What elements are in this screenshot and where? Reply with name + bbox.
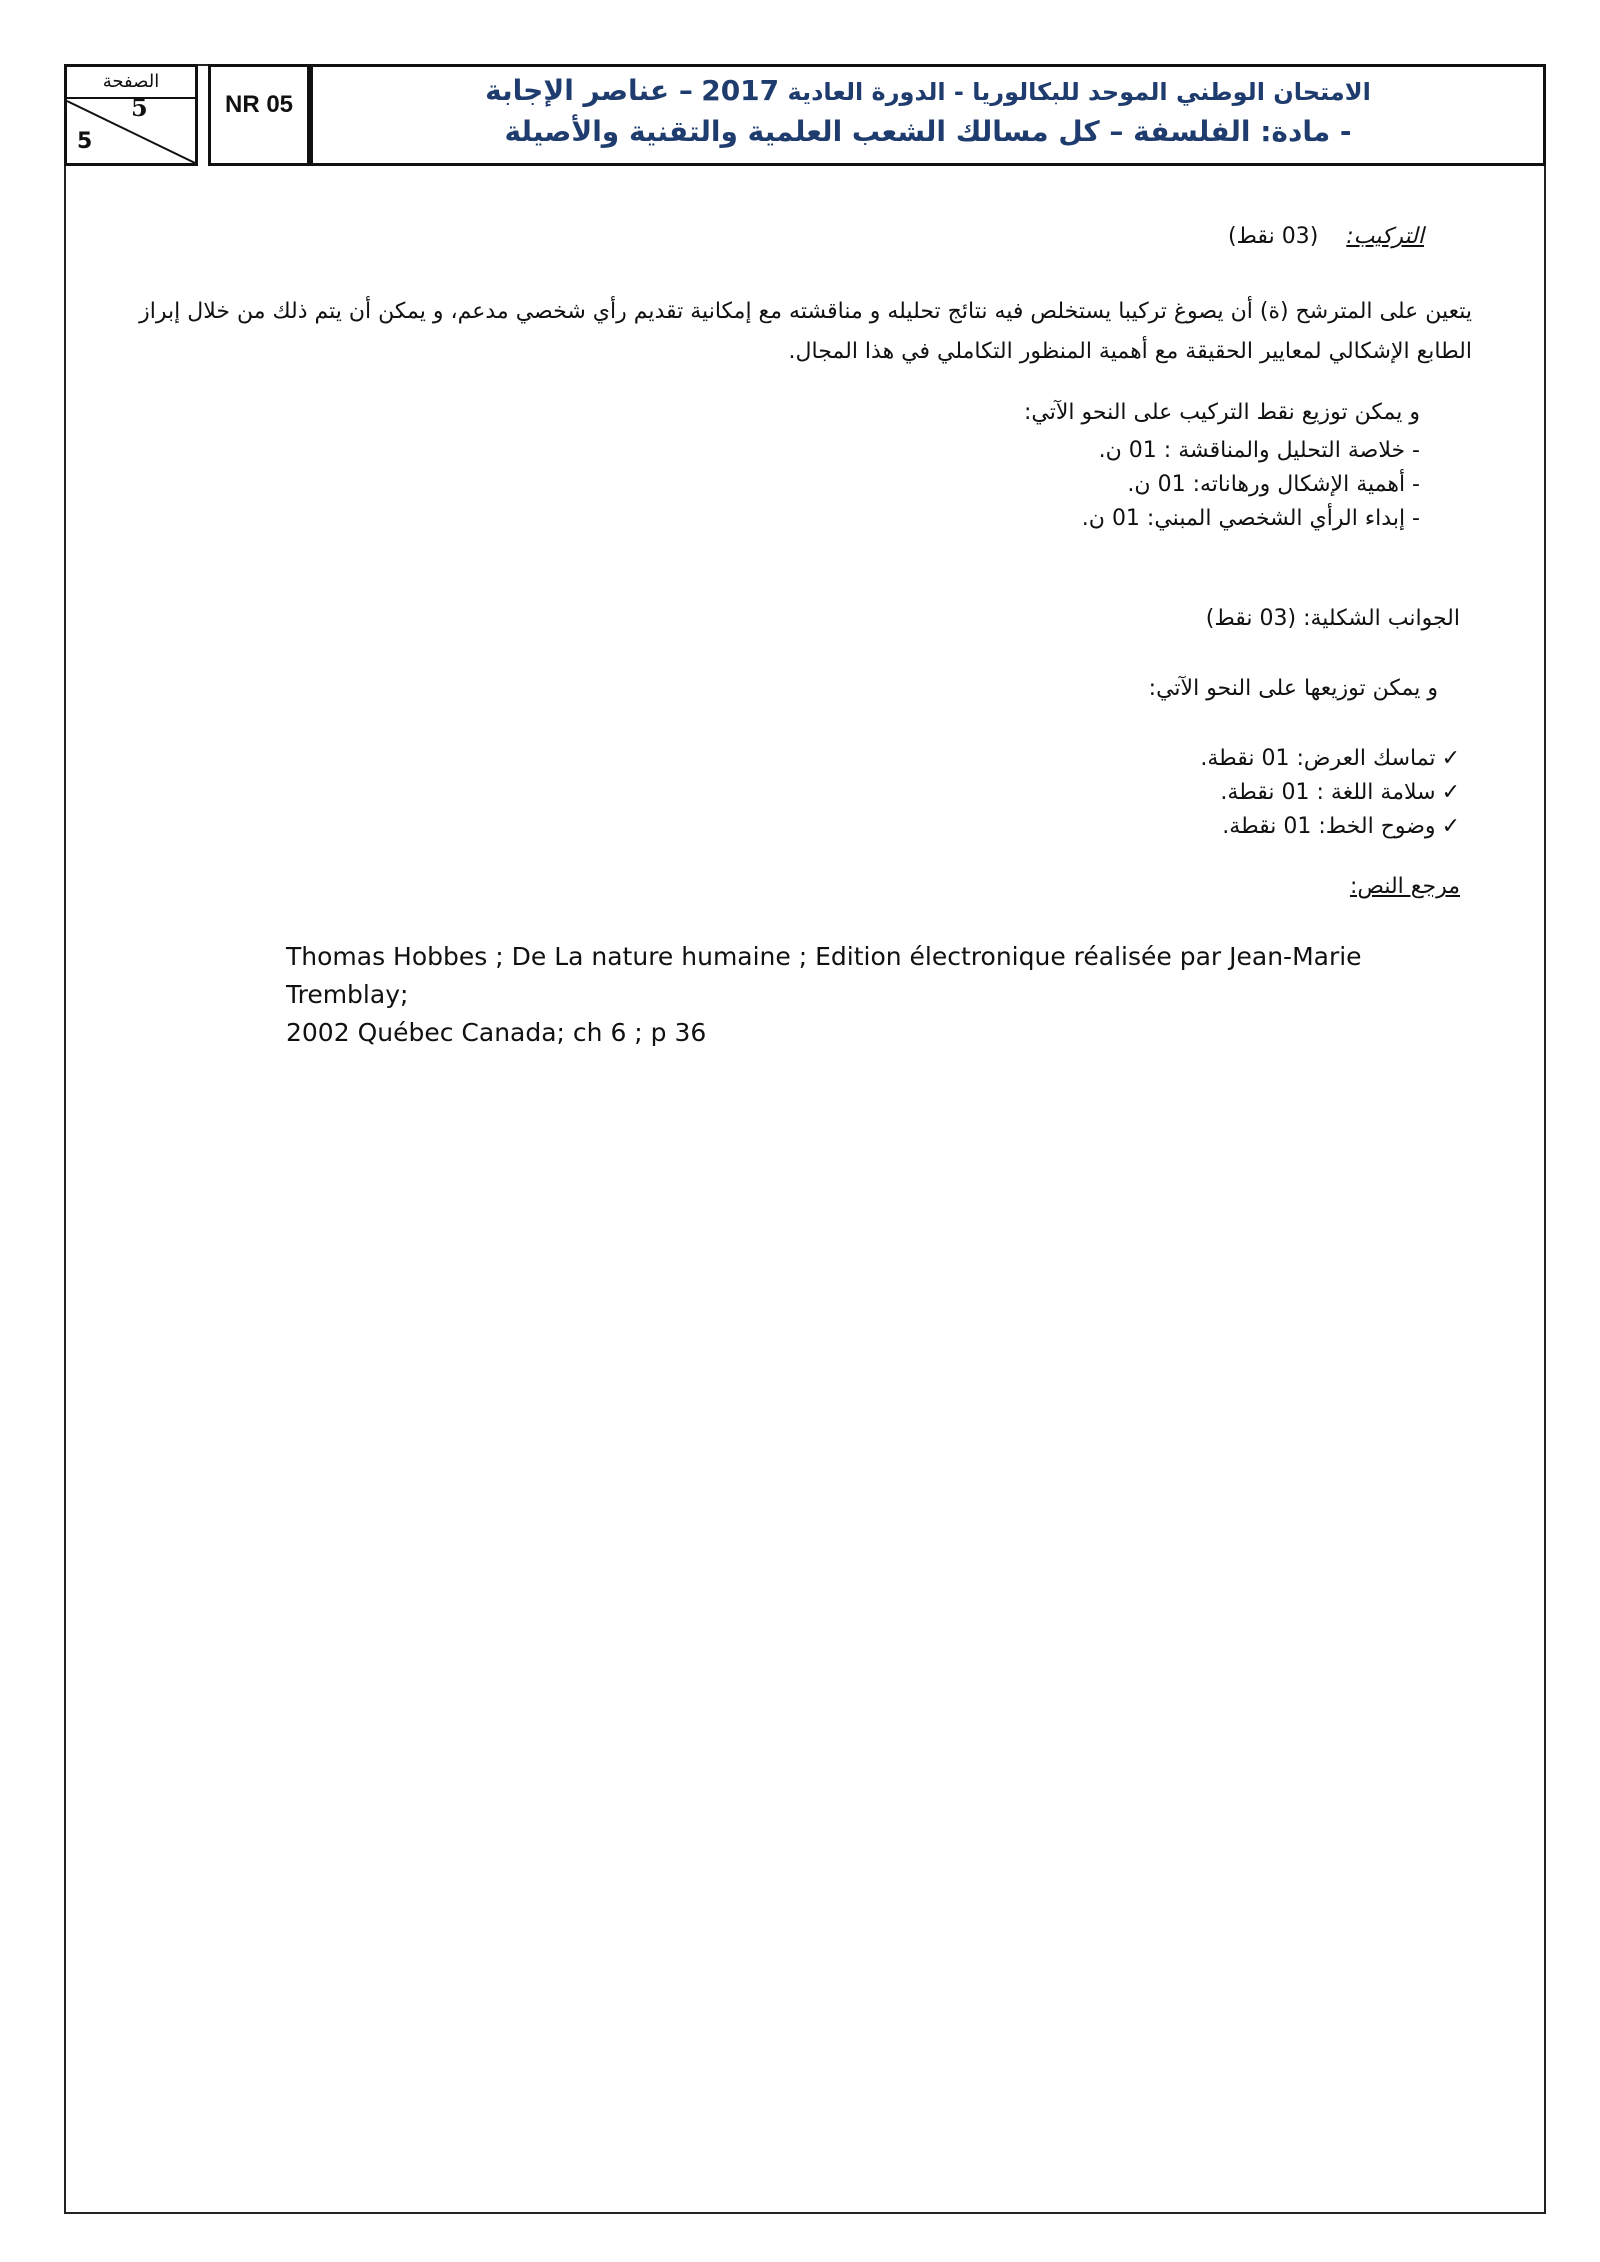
exam-title-session: الامتحان الوطني الموحد للبكالوريا - الدورة العادية <box>787 78 1371 106</box>
synthesis-points: (03 نقط) <box>1227 224 1319 249</box>
list-item-label: سلامة اللغة : 01 نقطة. <box>1220 780 1436 805</box>
formal-checklist <box>860 742 1460 844</box>
list-item-label: وضوح الخط: 01 نقطة. <box>1222 814 1436 839</box>
exam-title-box <box>310 64 1546 166</box>
page-frame <box>64 64 1546 2214</box>
exam-year: 2017 <box>701 74 780 107</box>
synthesis-distribution-intro: و يمكن توزيع نقط التركيب على النحو الآتي: <box>1024 400 1420 425</box>
check-icon: ✓ <box>1441 746 1460 771</box>
reference-line-2: 2002 Québec Canada; ch 6 ; p 36 <box>286 1018 707 1047</box>
list-item-label: تماسك العرض: 01 نقطة. <box>1200 746 1436 771</box>
reference-line-1: Thomas Hobbes ; De La nature humaine ; Edition électronique réalisée par Jean-Marie Tremblay; <box>286 942 1362 1009</box>
exam-title-line1 <box>313 73 1543 110</box>
page-total: 5 <box>77 129 93 154</box>
formal-heading <box>960 606 1460 631</box>
list-item: - أهمية الإشكال ورهاناته: 01 ن. <box>1127 472 1420 497</box>
list-item: - إبداء الرأي الشخصي المبني: 01 ن. <box>1081 506 1420 531</box>
synthesis-distribution-list <box>720 434 1420 536</box>
synthesis-title: التركيب: <box>1346 224 1424 249</box>
page-label: الصفحة <box>67 67 195 99</box>
list-item: - خلاصة التحليل والمناقشة : 01 ن. <box>1098 438 1420 463</box>
header <box>64 64 1546 166</box>
reference-title: مرجع النص: <box>1349 874 1460 899</box>
formal-intro: و يمكن توزيعها على النحو الآتي: <box>1148 676 1438 701</box>
check-icon: ✓ <box>1441 780 1460 805</box>
list-item <box>860 742 1460 776</box>
answer-elements-label: – عناصر الإجابة <box>485 74 693 107</box>
list-item <box>860 810 1460 844</box>
formal-title: الجوانب الشكلية: <box>1303 606 1460 631</box>
check-icon: ✓ <box>1441 814 1460 839</box>
page-number-box <box>64 64 198 166</box>
list-item <box>860 776 1460 810</box>
exam-code: NR 05 <box>208 64 310 166</box>
reference-text <box>286 938 1486 1052</box>
page-current: 5 <box>131 93 148 122</box>
formal-points: (03 نقط) <box>1205 606 1297 631</box>
exam-subject: - مادة: الفلسفة – كل مسالك الشعب العلمية والتقنية والأصيلة <box>504 115 1352 148</box>
synthesis-paragraph: يتعين على المترشح (ة) أن يصوغ تركيبا يستخلص فيه نتائج تحليله و مناقشته مع إمكانية تقديم رأي شخصي مدعم، و يمكن أن يتم ذلك من خلال إبراز الطابع الإشكالي لمعايير الحقيقة مع أهمية المنظور التكاملي في هذا المجال. <box>139 299 1472 364</box>
synthesis-heading <box>1024 224 1424 249</box>
